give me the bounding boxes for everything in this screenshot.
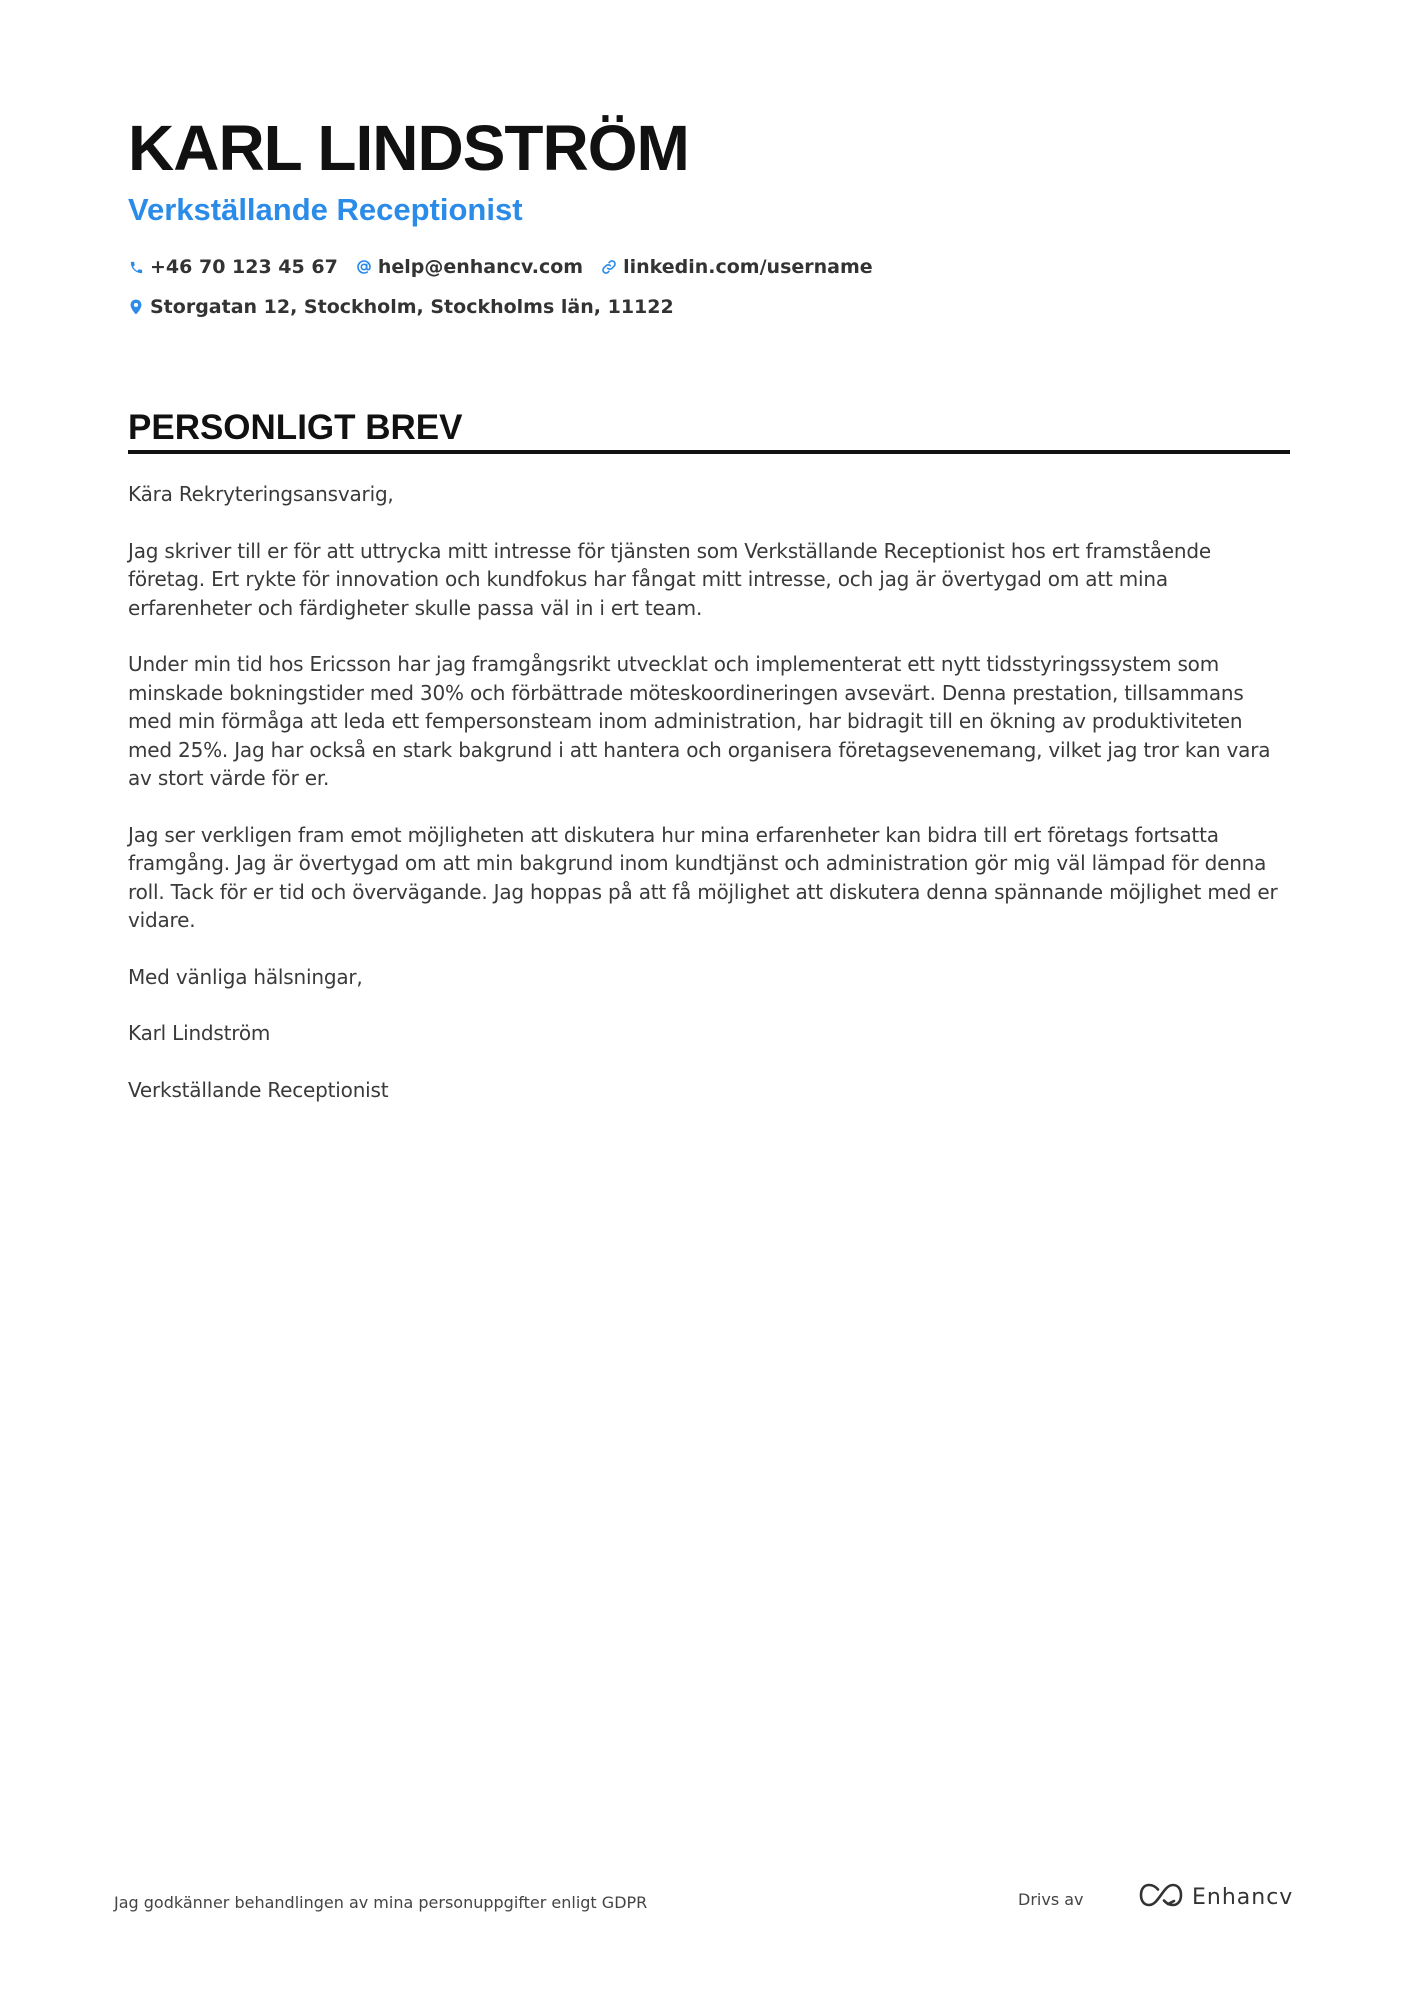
address-text: Storgatan 12, Stockholm, Stockholms län, 11122 [150, 296, 674, 318]
contact-address [128, 296, 674, 318]
phone-number: +46 70 123 45 67 [150, 256, 338, 278]
contact-linkedin[interactable] [601, 256, 873, 278]
powered-by-label: Drivs av [1018, 1890, 1084, 1909]
enhancv-logo[interactable] [1138, 1882, 1293, 1912]
enhancv-logo-icon [1138, 1882, 1184, 1912]
section-title: PERSONLIGT BREV [128, 408, 463, 447]
brand-name: Enhancv [1192, 1884, 1294, 1910]
contact-info [128, 254, 891, 334]
letter-paragraph: Jag skriver till er för att uttrycka mitt intresse för tjänsten som Verkställande Receptionist hos ert framstående företag. Ert rykte för innovation och kundfokus har fångat mitt intresse, och jag är övertygad om att mina erfarenheter och färdigheter skulle passa väl in i ert team. [128, 538, 1211, 620]
signature-name: Karl Lindström [128, 1021, 271, 1045]
letter-closing: Med vänliga hälsningar, [128, 964, 363, 989]
signature-title: Verkställande Receptionist [128, 1077, 389, 1102]
candidate-title: Verkställande Receptionist [128, 192, 523, 227]
contact-row [128, 254, 891, 280]
gdpr-consent-text: Jag godkänner behandlingen av mina personuppgifter enligt GDPR [114, 1893, 648, 1912]
section-divider [128, 450, 1290, 454]
contact-row [128, 294, 891, 320]
location-pin-icon [128, 299, 144, 315]
link-icon [601, 259, 617, 275]
phone-icon [128, 259, 144, 275]
contact-email[interactable] [356, 256, 583, 278]
candidate-name: KARL LINDSTRÖM [128, 112, 689, 184]
letter-paragraph: Under min tid hos Ericsson har jag framgångsrikt utvecklat och implementerat ett nytt tidsstyringssystem som minskade bokningstider med 30% och förbättrade möteskoordineringen avsevärt. Denna prestation, tillsammans med min förmåga att leda ett fempersonsteam inom administration, har bidragit till en ökning av produktiviteten med 25%. Jag har också en stark bakgrund i att hantera och organisera företagsevenemang, vilket jag tror kan vara av stort värde för er. [128, 652, 1271, 790]
linkedin-url: linkedin.com/username [623, 256, 873, 278]
at-sign-icon [356, 259, 372, 275]
letter-greeting: Kära Rekryteringsansvarig, [128, 482, 394, 506]
letter-paragraph: Jag ser verkligen fram emot möjligheten att diskutera hur mina erfarenheter kan bidra till ert företags fortsatta framgång. Jag är övertygad om att min bakgrund inom kundtjänst och administration gör mig väl lämpad för denna roll. Tack för er tid och övervägande. Jag hoppas på att få möjlighet att diskutera denna spännande möjlighet med er vidare. [128, 822, 1278, 932]
letter-body [128, 480, 1290, 1132]
contact-phone [128, 256, 338, 278]
email-address: help@enhancv.com [377, 256, 584, 278]
